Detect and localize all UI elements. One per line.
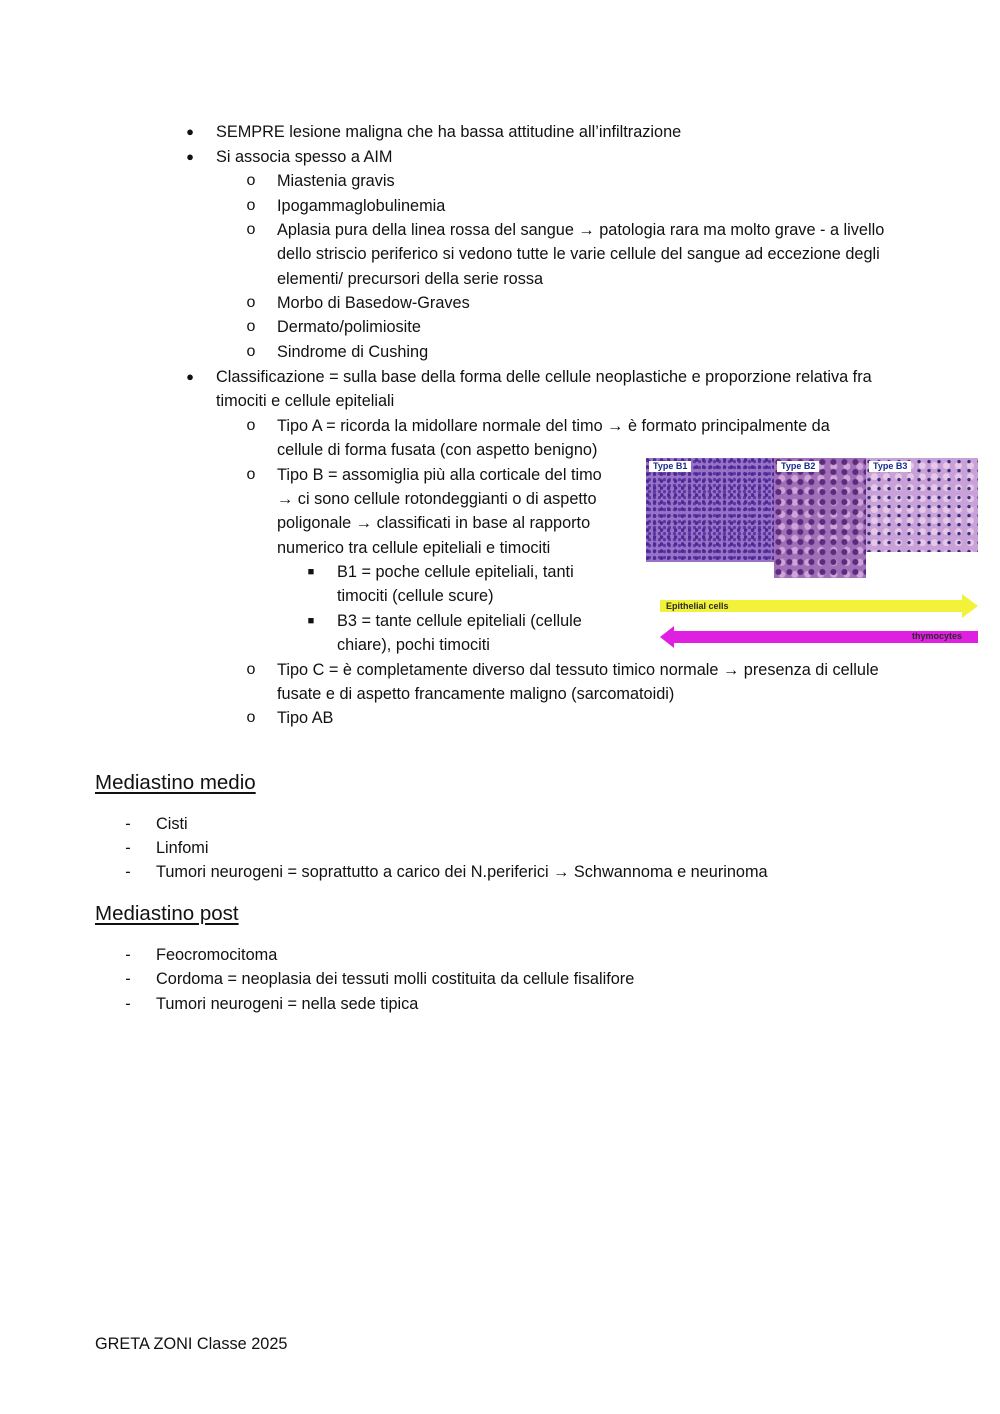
circle-bullet: o [246,172,256,189]
list-item: Ipogammaglobulinemia [277,197,446,215]
list-item-continued: → ci sono cellule rotondeggianti o di aspetto [277,490,597,508]
list-item: Tipo A = ricorda la midollare normale del timo → è formato principalmente da [277,417,830,435]
histology-panel-b1 [646,458,774,562]
page-footer: GRETA ZONI Classe 2025 [95,1335,288,1353]
list-item: Dermato/polimiosite [277,318,421,336]
bullet-marker: ● [186,124,194,139]
circle-bullet: o [246,466,256,483]
square-bullet: ■ [307,615,315,627]
bullet-text: Classificazione = sulla base della forma delle cellule neoplastiche e proporzione relativa fra [216,368,872,386]
list-item: Tipo C = è completamente diverso dal tessuto timico normale → presenza di cellule [277,661,879,679]
dash-bullet: - [125,815,131,833]
section-heading-medio: Mediastino medio [95,771,256,794]
dash-bullet: - [125,970,131,988]
histology-panel-b2 [774,458,866,578]
list-item: Tipo B = assomiglia più alla corticale del timo [277,466,602,484]
circle-bullet: o [246,709,256,726]
list-item-continued: poligonale → classificati in base al rapporto [277,514,591,532]
arrow-label-epithelial: Epithelial cells [666,601,729,611]
list-item: Cordoma = neoplasia dei tessuti molli costituita da cellule fisalifore [156,970,635,988]
sub-list-item-continued: chiare), pochi timociti [337,636,490,654]
list-item: Linfomi [156,839,209,857]
sub-list-item: B1 = poche cellule epiteliali, tanti [337,563,574,581]
list-item: Tipo AB [277,709,334,727]
list-item-continued: fusate e di aspetto francamente maligno (sarcomatoidi) [277,685,675,703]
section-heading-post: Mediastino post [95,902,239,925]
histology-panel-b3 [866,458,978,552]
dash-bullet: - [125,995,131,1013]
panel-label: Type B1 [649,461,691,472]
circle-bullet: o [246,417,256,434]
list-item: Tumori neurogeni = nella sede tipica [156,995,419,1013]
bullet-marker: ● [186,149,194,164]
bullet-text: SEMPRE lesione maligna che ha bassa attitudine all’infiltrazione [216,123,682,141]
list-item: Miastenia gravis [277,172,395,190]
circle-bullet: o [246,294,256,311]
list-item-continued: cellule di forma fusata (con aspetto benigno) [277,441,598,459]
sub-list-item: B3 = tante cellule epiteliali (cellule [337,612,582,630]
list-item: Feocromocitoma [156,946,278,964]
list-item-continued: dello striscio periferico si vedono tutte le varie cellule del sangue ad eccezione degli [277,245,880,263]
list-item-continued: elementi/ precursori della serie rossa [277,270,544,288]
list-item: Tumori neurogeni = soprattutto a carico dei N.periferici → Schwannoma e neurinoma [156,863,768,881]
bullet-text: Si associa spesso a AIM [216,148,393,166]
bullet-marker: ● [186,369,194,384]
dash-bullet: - [125,839,131,857]
circle-bullet: o [246,197,256,214]
circle-bullet: o [246,343,256,360]
panel-label: Type B2 [777,461,819,472]
list-item: Morbo di Basedow-Graves [277,294,470,312]
panel-label: Type B3 [869,461,911,472]
bullet-text-continued: timociti e cellule epiteliali [216,392,395,410]
circle-bullet: o [246,221,256,238]
dash-bullet: - [125,946,131,964]
square-bullet: ■ [307,566,315,578]
sub-list-item-continued: timociti (cellule scure) [337,587,494,605]
list-item-continued: numerico tra cellule epiteliali e timociti [277,539,551,557]
circle-bullet: o [246,318,256,335]
arrow-label-thymocytes: thymocytes [912,631,963,641]
dash-bullet: - [125,863,131,881]
list-item: Cisti [156,815,188,833]
thymoma-histology-figure [644,456,980,652]
circle-bullet: o [246,661,256,678]
list-item: Sindrome di Cushing [277,343,429,361]
list-item: Aplasia pura della linea rossa del sangue → patologia rara ma molto grave - a livello [277,221,885,239]
